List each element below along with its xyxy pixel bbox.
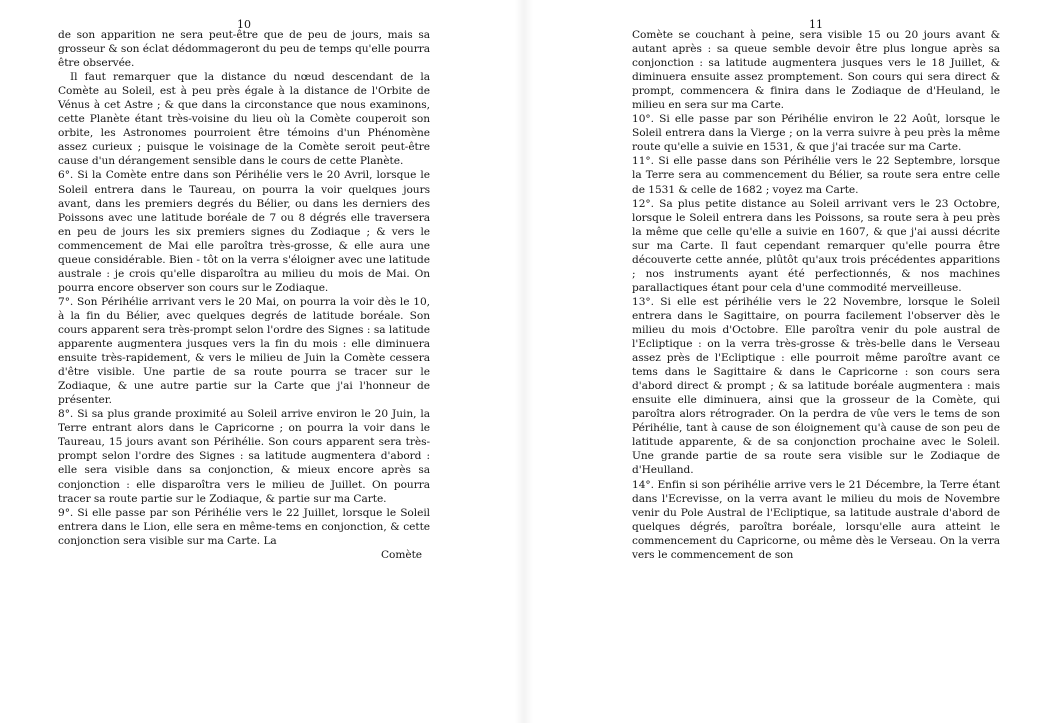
left-page — [58, 0, 430, 723]
paragraph: 9°. Si elle passe par son Périhélie vers le 22 Juillet, lorsque le Soleil entrera dans le Lion, elle sera en même-tems en conjonction, & cette conjonction sera visible sur ma Carte. La — [58, 506, 430, 547]
paragraph: 6°. Si la Comète entre dans son Périhélie vers le 20 Avril, lorsque le Soleil entrera dans le Taureau, on pourra la voir quelques jours avant, dans les premiers degrés du Bélier, ou dans les derniers des Poissons avec une latitude boréale de 7 ou 8 dégrés elle traversera en peu de jours les six premiers signes du Zodiaque ; & vers le commencement de Mai elle paroîtra très-grosse, & elle aura une queue considérable. Bien - tôt on la verra s'éloigner avec une latitude australe : je crois qu'elle disparoîtra au milieu du mois de Mai. On pourra encore observer son cours sur le Zodiaque. — [58, 169, 430, 294]
paragraph: 8°. Si sa plus grande proximité au Soleil arrive environ le 20 Juin, la Terre entrant alors dans le Capricorne ; on pourra la voir dans le Taureau, 15 jours avant son Périhélie. Son cours apparent sera très-prompt selon l'ordre des Signes : sa latitude augmentera d'abord : elle sera visible dans sa conjonction, & mieux encore après sa conjonction : elle disparoîtra vers le milieu de Juillet. On pourra tracer sa route partie sur le Zodiaque, & partie sur ma Carte. — [58, 408, 430, 505]
page-gutter — [515, 0, 533, 723]
paragraph: 10°. Si elle passe par son Périhélie environ le 22 Août, lorsque le Soleil entrera dans la Vierge ; on la verra suivre à peu près la même route qu'elle a suivie en 1531, & que j'ai tracée sur ma Carte. — [632, 113, 1000, 154]
right-page — [632, 0, 1000, 723]
left-page-text — [58, 28, 430, 562]
paragraph: 13°. Si elle est périhélie vers le 22 Novembre, lorsque le Soleil entrera dans le Sagittaire, on pourra facilement l'observer dès le milieu du mois d'Octobre. Elle paroîtra venir du pole austral de l'Ecliptique : on la verra très-grosse & très-belle dans le Verseau assez près de l'Ecliptique : elle pourroit même paroître avant ce tems dans le Sagittaire & dans le Capricorne : son cours sera d'abord direct & prompt ; & sa latitude boréale augmentera : mais ensuite elle diminuera, ainsi que la grosseur de la Comète, qui paroîtra alors rétrograder. On la perdra de vûe vers le tems de son Périhélie, tant à cause de son éloignement qu'à cause de son peu de latitude apparente, & de sa conjonction prochaine avec le Soleil. Une grande partie de sa route sera visible sur le Zodiaque de d'Heulland. — [632, 295, 1000, 477]
catchword: Comète — [380, 548, 422, 561]
paragraph: 7°. Son Périhélie arrivant vers le 20 Mai, on pourra la voir dès le 10, à la fin du Bélier, avec quelques degrés de latitude boréale. Son cours apparent sera très-prompt selon l'ordre des Signes : sa latitude apparente augmentera jusques vers la fin du mois : elle diminuera ensuite très-rapidement, & vers le milieu de Juin la Comète cessera d'être visible. Une partie de sa route pourra se tracer sur le Zodiaque, & une autre partie sur la Carte que j'ai l'honneur de présenter. — [58, 295, 430, 407]
paragraph: 11°. Si elle passe dans son Périhélie vers le 22 Septembre, lorsque la Terre sera au commencement du Bélier, sa route sera entre celle de 1531 & celle de 1682 ; voyez ma Carte. — [632, 155, 1000, 196]
paragraph: de son apparition ne sera peut-être que de peu de jours, mais sa grosseur & son éclat dédommageront du peu de temps qu'elle pourra être observée. — [58, 29, 430, 70]
paragraph: 14°. Enfin si son périhélie arrive vers le 21 Décembre, la Terre étant dans l'Ecrevisse, on la verra avant le milieu du mois de Novembre venir du Pole Austral de l'Ecliptique, sa latitude australe d'abord de quelques dégrés, paroîtra boréale, lorsqu'elle aura atteint le commencement du Capricorne, ou même dès le Verseau. On la verra vers le commencement de son — [632, 478, 1000, 561]
paragraph: 12°. Sa plus petite distance au Soleil arrivant vers le 23 Octobre, lorsque le Soleil entrera dans les Poissons, sa route sera à peu près la même que celle qu'elle a suivie en 1607, & que j'ai aussi décrite sur ma Carte. Il faut cependant remarquer qu'elle pourra être découverte cette année, plûtôt qu'aux trois précédentes apparitions ; nos instruments ayant été perfectionnés, & nos machines parallactiques étant pour cela d'une commodité merveilleuse. — [632, 197, 1000, 294]
paragraph: Comète se couchant à peine, sera visible 15 ou 20 jours avant & autant après : sa queue semble devoir être plus longue après sa conjonction : sa latitude augmentera jusques vers le 18 Juillet, & diminuera ensuite assez promptement. Son cours qui sera direct & prompt, commencera & finira dans le Zodiaque de d'Heuland, le milieu en sera sur ma Carte. — [632, 29, 1000, 112]
page-number-right: 11 — [809, 18, 823, 31]
right-page-text — [632, 28, 1000, 562]
page-number-left: 10 — [237, 18, 251, 31]
paragraph: Il faut remarquer que la distance du nœud descendant de la Comète au Soleil, est à peu près égale à la distance de l'Orbite de Vénus à cet Astre ; & que dans la circonstance que nous examinons, cette Planète étant très-voisine du lieu où la Comète couperoit son orbite, les Astronomes pourroient être témoins d'un Phénomène assez curieux ; puisque le voisinage de la Comète seroit peut-être cause d'un dérangement sensible dans le cours de cette Planète. — [58, 71, 430, 168]
